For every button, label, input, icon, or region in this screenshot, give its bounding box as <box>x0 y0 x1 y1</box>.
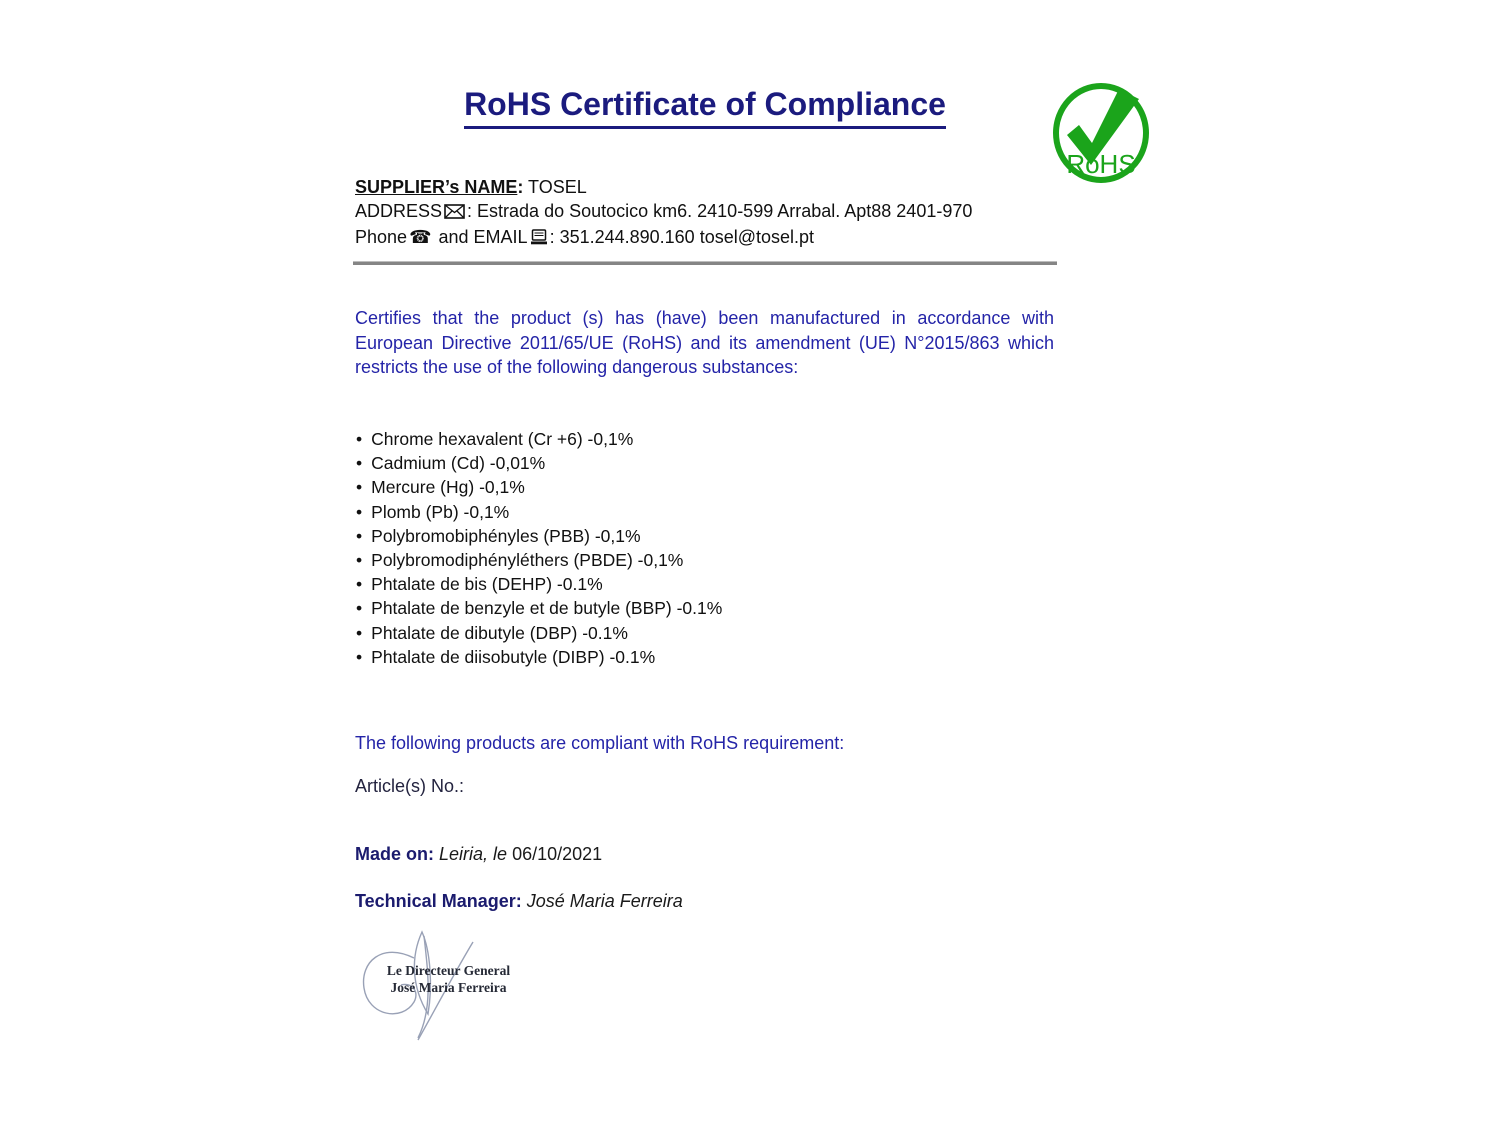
substance-item: • Polybromobiphényles (PBB) -0,1% <box>356 524 722 548</box>
made-on-date: 06/10/2021 <box>512 844 603 864</box>
substance-item: • Chrome hexavalent (Cr +6) -0,1% <box>356 427 722 451</box>
substance-item: • Polybromodiphényléthers (PBDE) -0,1% <box>356 548 722 572</box>
made-on-place: Leiria, le <box>439 844 508 864</box>
envelope-icon <box>444 201 465 225</box>
substance-item: • Phtalate de bis (DEHP) -0.1% <box>356 572 722 596</box>
supplier-name-colon: : <box>517 177 524 197</box>
compliance-line: The following products are compliant with RoHS requirement: <box>355 733 845 753</box>
address-value: : Estrada do Soutocico km6. 2410-599 Arrabal. Apt88 2401-970 <box>467 201 973 221</box>
substance-item: • Phtalate de dibutyle (DBP) -0.1% <box>356 621 722 645</box>
substance-item: • Phtalate de diisobutyle (DIBP) -0.1% <box>356 645 722 669</box>
divider-rule <box>353 261 1057 265</box>
page-title <box>355 86 1055 129</box>
technical-manager-label: Technical Manager: <box>355 891 522 911</box>
technical-manager-name: José Maria Ferreira <box>526 891 683 911</box>
computer-icon <box>530 227 548 251</box>
substance-item: • Phtalate de benzyle et de butyle (BBP) -0.1% <box>356 596 722 620</box>
email-label: and EMAIL <box>438 227 528 247</box>
supplier-address-line <box>355 199 972 225</box>
supplier-contact-line <box>355 225 972 251</box>
rohs-checkmark-logo <box>1051 82 1151 184</box>
made-on-label: Made on: <box>355 844 434 864</box>
substance-item: • Cadmium (Cd) -0,01% <box>356 451 722 475</box>
phone-icon: ☎ <box>409 227 432 247</box>
supplier-name-line <box>355 175 972 199</box>
certification-statement: Certifies that the product (s) has (have) been manufactured in accordance with European Directive 2011/65/UE (RoHS) and its amendment (UE) N°2015/863 which restricts the use of the following dangerous substances: <box>355 308 1054 377</box>
supplier-block <box>355 175 972 251</box>
rohs-logo <box>1051 82 1151 184</box>
signature-stamp-line1: Le Directeur General <box>386 963 511 978</box>
substance-item: • Mercure (Hg) -0,1% <box>356 475 722 499</box>
page-title-text: RoHS Certificate of Compliance <box>464 86 946 129</box>
technical-manager-line <box>355 891 683 912</box>
phone-label: Phone <box>355 227 408 247</box>
substances-list <box>356 427 722 669</box>
contact-value: : 351.244.890.160 tosel@tosel.pt <box>549 227 815 247</box>
signature-block <box>356 922 531 1057</box>
address-label: ADDRESS <box>355 201 443 221</box>
signature-stamp-line2: José Maria Ferreira <box>390 980 507 995</box>
made-on-line <box>355 844 602 865</box>
signature-stamp-text <box>386 962 511 996</box>
substance-item: • Plomb (Pb) -0,1% <box>356 500 722 524</box>
logo-label: RoHS <box>1066 149 1136 179</box>
article-number-line: Article(s) No.: <box>355 776 465 796</box>
supplier-name-label: SUPPLIER’s NAME <box>355 177 518 197</box>
supplier-name-value: TOSEL <box>523 177 587 197</box>
